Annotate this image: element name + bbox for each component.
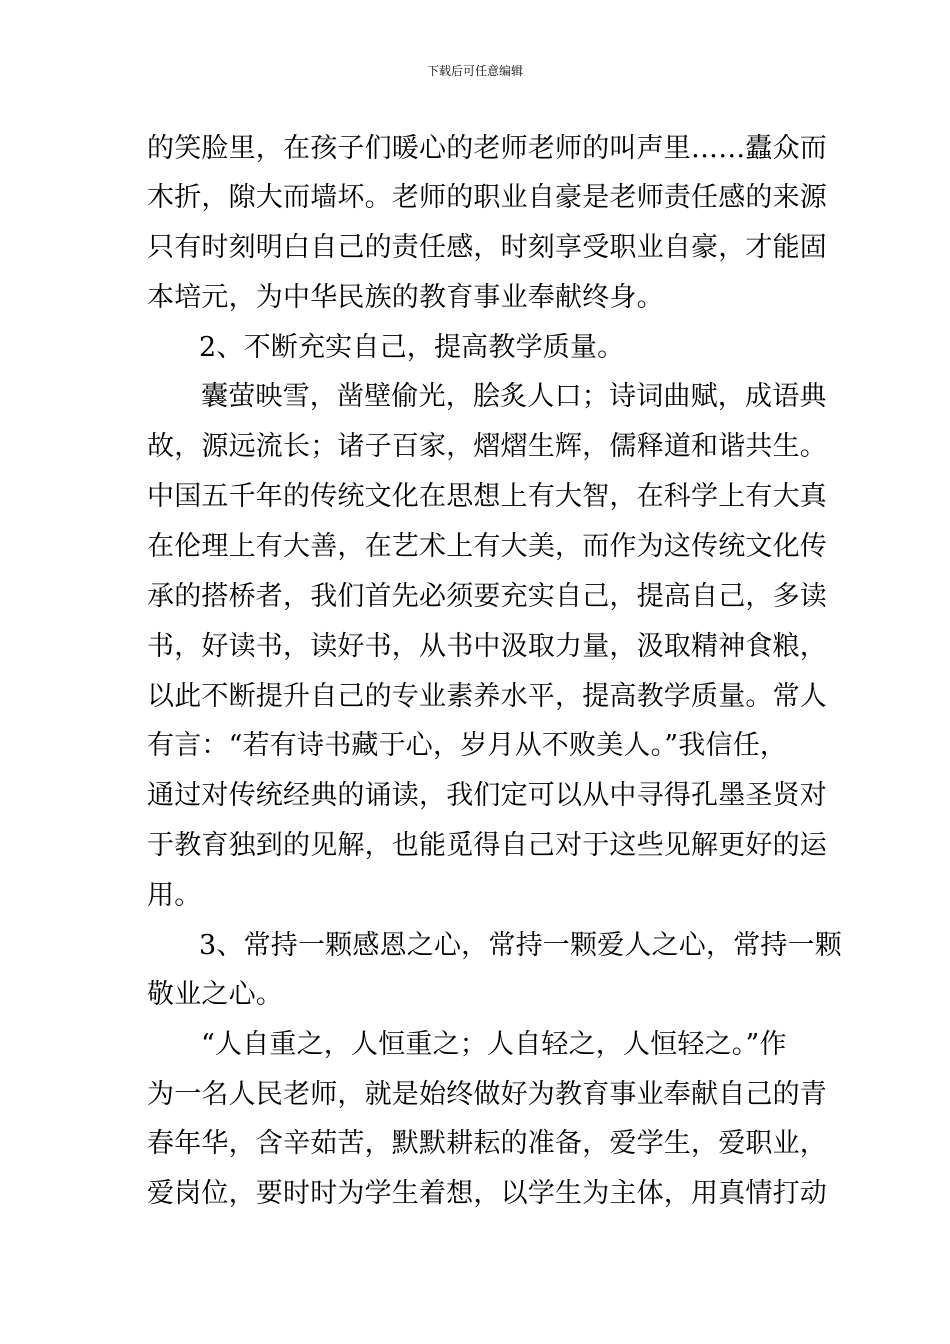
text-line: 的笑脸里，在孩子们暖心的老师老师的叫声里……蠹众而 [147,133,827,164]
text-line: 故，源远流长；诸子百家，熠熠生辉，儒释道和谐共生。 [147,431,827,462]
section-heading: 2、不断充实自己，提高教学质量。 [199,332,625,363]
text-line: 书，好读书，读好书，从书中汲取力量，汲取精神食粮， [147,631,827,662]
text-line: 中国五千年的传统文化在思想上有大智，在科学上有大真 [147,481,827,512]
text-line: 承的搭桥者，我们首先必须要充实自己，提高自己，多读 [147,581,827,612]
text-line: 本培元，为中华民族的教育事业奉献终身。 [147,282,664,313]
text-line: 囊萤映雪，凿壁偷光，脍炙人口；诗词曲赋，成语典 [201,381,827,412]
text-line: 以此不断提升自己的专业素养水平，提高教学质量。常人 [147,681,827,712]
text-line: “人自重之，人恒重之；人自轻之，人恒轻之。”作 [201,1029,787,1060]
text-line: 春年华，含辛茹苦，默默耕耘的准备，爱学生，爱职业， [147,1128,827,1159]
text-line: 用。 [147,880,202,911]
text-line: 在伦理上有大善，在艺术上有大美，而作为这传统文化传 [147,531,827,562]
text-line: 木折，隙大而墙坏。老师的职业自豪是老师责任感的来源 [147,182,827,213]
section-heading: 3、常持一颗感恩之心，常持一颗爱人之心，常持一颗 [199,930,842,961]
text-line: 有言：“若有诗书藏于心，岁月从不败美人。”我信任， [147,730,788,761]
text-line: 为一名人民老师，就是始终做好为教育事业奉献自己的青 [147,1079,827,1110]
text-line: 敬业之心。 [147,979,283,1010]
text-line: 通过对传统经典的诵读，我们定可以从中寻得孔墨圣贤对 [147,780,827,811]
text-line: 于教育独到的见解，也能觅得自己对于这些见解更好的运 [147,830,827,861]
text-line: 只有时刻明白自己的责任感，时刻享受职业自豪，才能固 [147,232,827,263]
text-line: 爱岗位，要时时为学生着想，以学生为主体，用真情打动 [147,1178,827,1209]
page-header-note: 下载后可任意编辑 [426,64,523,78]
